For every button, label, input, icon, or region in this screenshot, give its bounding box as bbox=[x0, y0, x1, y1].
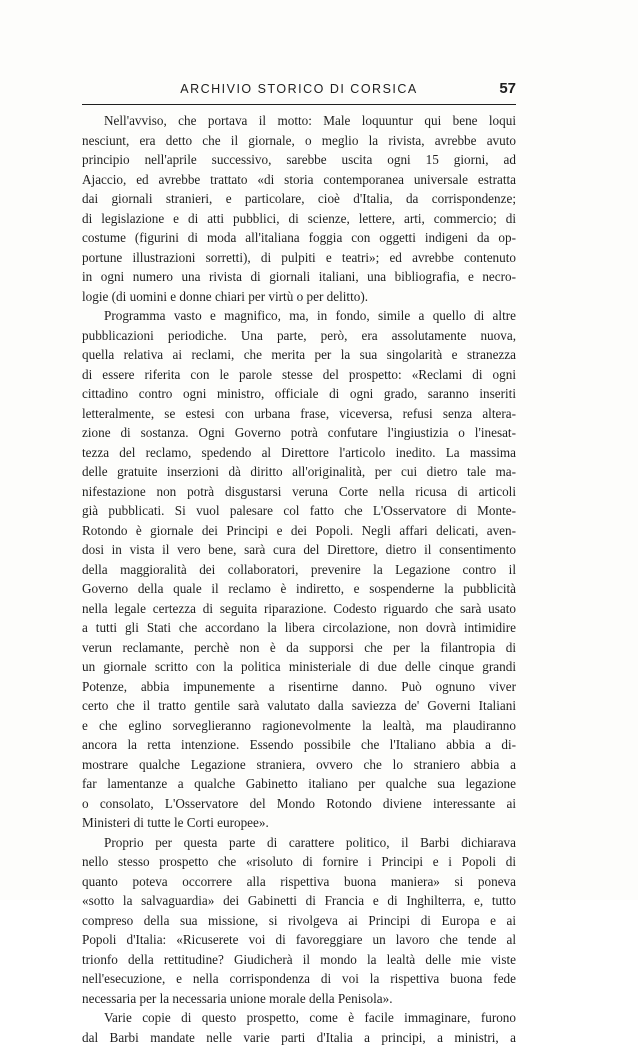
text-line: quanto poteva occorrere alla rispettiva buona maniera» si poneva bbox=[82, 872, 516, 892]
text-line: o consolato, L'Osservatore del Mondo Rotondo diviene interessante ai bbox=[82, 794, 516, 814]
text-line: certo che il tratto gentile sarà valutato dalla saviezza de' Governi Italiani bbox=[82, 696, 516, 716]
text-line: a tutti gli Stati che accordano la libera circolazione, non dovrà intimidire bbox=[82, 618, 516, 638]
text-line: Varie copie di questo prospetto, come è facile immaginare, furono bbox=[82, 1008, 516, 1028]
header-rule bbox=[82, 104, 516, 105]
text-line: tezza del reclamo, spedendo al Direttore l'articolo inedito. La massima bbox=[82, 443, 516, 463]
text-line: quella relativa ai reclami, che merita per la sua singolarità e stranezza bbox=[82, 345, 516, 365]
text-line: Ajaccio, ed avrebbe trattato «di storia contemporanea universale estratta bbox=[82, 170, 516, 190]
text-line: nesciunt, era detto che il giornale, o meglio la rivista, avrebbe avuto bbox=[82, 131, 516, 151]
text-line: di essere riferita con le parole stesse del prospetto: «Reclami di ogni bbox=[82, 365, 516, 385]
page-number: 57 bbox=[499, 80, 516, 97]
text-line: «sotto la salvaguardia» dei Gabinetti di Francia e di Inghilterra, e, tutto bbox=[82, 891, 516, 911]
text-line: e che eglino sorveglieranno ragionevolmente la lealtà, ma plaudiranno bbox=[82, 716, 516, 736]
text-line: verun reclamante, perchè non è da supporsi che per la filantropia di bbox=[82, 638, 516, 658]
text-line: dai giornali stranieri, e particolare, cioè d'Italia, da corrispondenze; bbox=[82, 189, 516, 209]
text-line: letteralmente, se estesi con urbana frase, viceversa, refusi senza altera- bbox=[82, 404, 516, 424]
text-line: Popoli d'Italia: «Ricuserete voi di favoreggiare un lavoro che tende al bbox=[82, 930, 516, 950]
text-line: Nell'avviso, che portava il motto: Male loquuntur qui bene loqui bbox=[82, 111, 516, 131]
body-text bbox=[82, 111, 516, 1047]
text-line: dal Barbi mandate nelle varie parti d'Italia a principi, a ministri, a bbox=[82, 1028, 516, 1047]
text-line: principio nell'aprile successivo, sarebbe uscita ogni 15 giorni, ad bbox=[82, 150, 516, 170]
text-line: logie (di uomini e donne chiari per virtù o per delitto). bbox=[82, 287, 516, 307]
text-line: nifestazione non potrà disgustarsi veruna Corte nella ricusa di articoli bbox=[82, 482, 516, 502]
text-line: nello stesso prospetto che «risoluto di fornire i Principi e i Popoli di bbox=[82, 852, 516, 872]
page-header bbox=[82, 82, 516, 104]
text-line: pubblicazioni periodiche. Una parte, però, era assolutamente nuova, bbox=[82, 326, 516, 346]
running-title: ARCHIVIO STORICO DI CORSICA bbox=[82, 82, 516, 96]
text-line: cittadino contro ogni ministro, officiale di ogni grado, saranno inseriti bbox=[82, 384, 516, 404]
text-line: Potenze, abbia impunemente a risentirne danno. Può ognuno viver bbox=[82, 677, 516, 697]
text-line: Governo della quale il reclamo è indiretto, e sospenderne la pubblicità bbox=[82, 579, 516, 599]
text-line: un giornale scritto con la politica ministeriale di due delle cinque grandi bbox=[82, 657, 516, 677]
text-line: zione di sostanza. Ogni Governo potrà confutare l'ingiustizia o l'inesat- bbox=[82, 423, 516, 443]
text-line: necessaria per la necessaria unione morale della Penisola». bbox=[82, 989, 516, 1009]
text-line: costume (figurini di moda all'italiana foggia con oggetti indigeni da op- bbox=[82, 228, 516, 248]
text-line: in ogni numero una rivista di giornali italiani, una bibliografia, e necro- bbox=[82, 267, 516, 287]
text-line: Proprio per questa parte di carattere politico, il Barbi dichiarava bbox=[82, 833, 516, 853]
text-line: già pubblicati. Si vuol palesare col fatto che L'Osservatore di Monte- bbox=[82, 501, 516, 521]
text-line: della maggioralità dei collaboratori, prevenire la Legazione contro il bbox=[82, 560, 516, 580]
text-line: Rotondo è giornale dei Principi e dei Popoli. Negli affari delicati, aven- bbox=[82, 521, 516, 541]
text-line: Programma vasto e magnifico, ma, in fondo, simile a quello di altre bbox=[82, 306, 516, 326]
text-line: nell'esecuzione, e nella corrispondenza di voi la rispettiva buona fede bbox=[82, 969, 516, 989]
text-line: dosi in vista il vero bene, sarà cura del Direttore, dietro il consentimento bbox=[82, 540, 516, 560]
text-line: compreso della sua missione, si rivolgeva ai Principi di Europa e ai bbox=[82, 911, 516, 931]
text-line: far lamentanze a qualche Gabinetto italiano per qualche sua legazione bbox=[82, 774, 516, 794]
text-line: Ministeri di tutte le Corti europee». bbox=[82, 813, 516, 833]
text-line: mostrare qualche Legazione straniera, ovvero che lo straniero abbia a bbox=[82, 755, 516, 775]
text-line: di legislazione e di atti pubblici, di scienze, lettere, arti, commercio; di bbox=[82, 209, 516, 229]
text-line: trionfo della rettitudine? Giudicherà il mondo la lealtà delle mie viste bbox=[82, 950, 516, 970]
text-line: nella legale certezza di seguita riparazione. Codesto riguardo che sarà usato bbox=[82, 599, 516, 619]
text-line: portune illustrazioni sorretti), di pulpiti e teatri»; ed avrebbe contenuto bbox=[82, 248, 516, 268]
text-line: ancora la retta intenzione. Essendo possibile che l'Italiano abbia a di- bbox=[82, 735, 516, 755]
text-line: delle gratuite inserzioni dà diritto all'originalità, per cui dietro tale ma- bbox=[82, 462, 516, 482]
